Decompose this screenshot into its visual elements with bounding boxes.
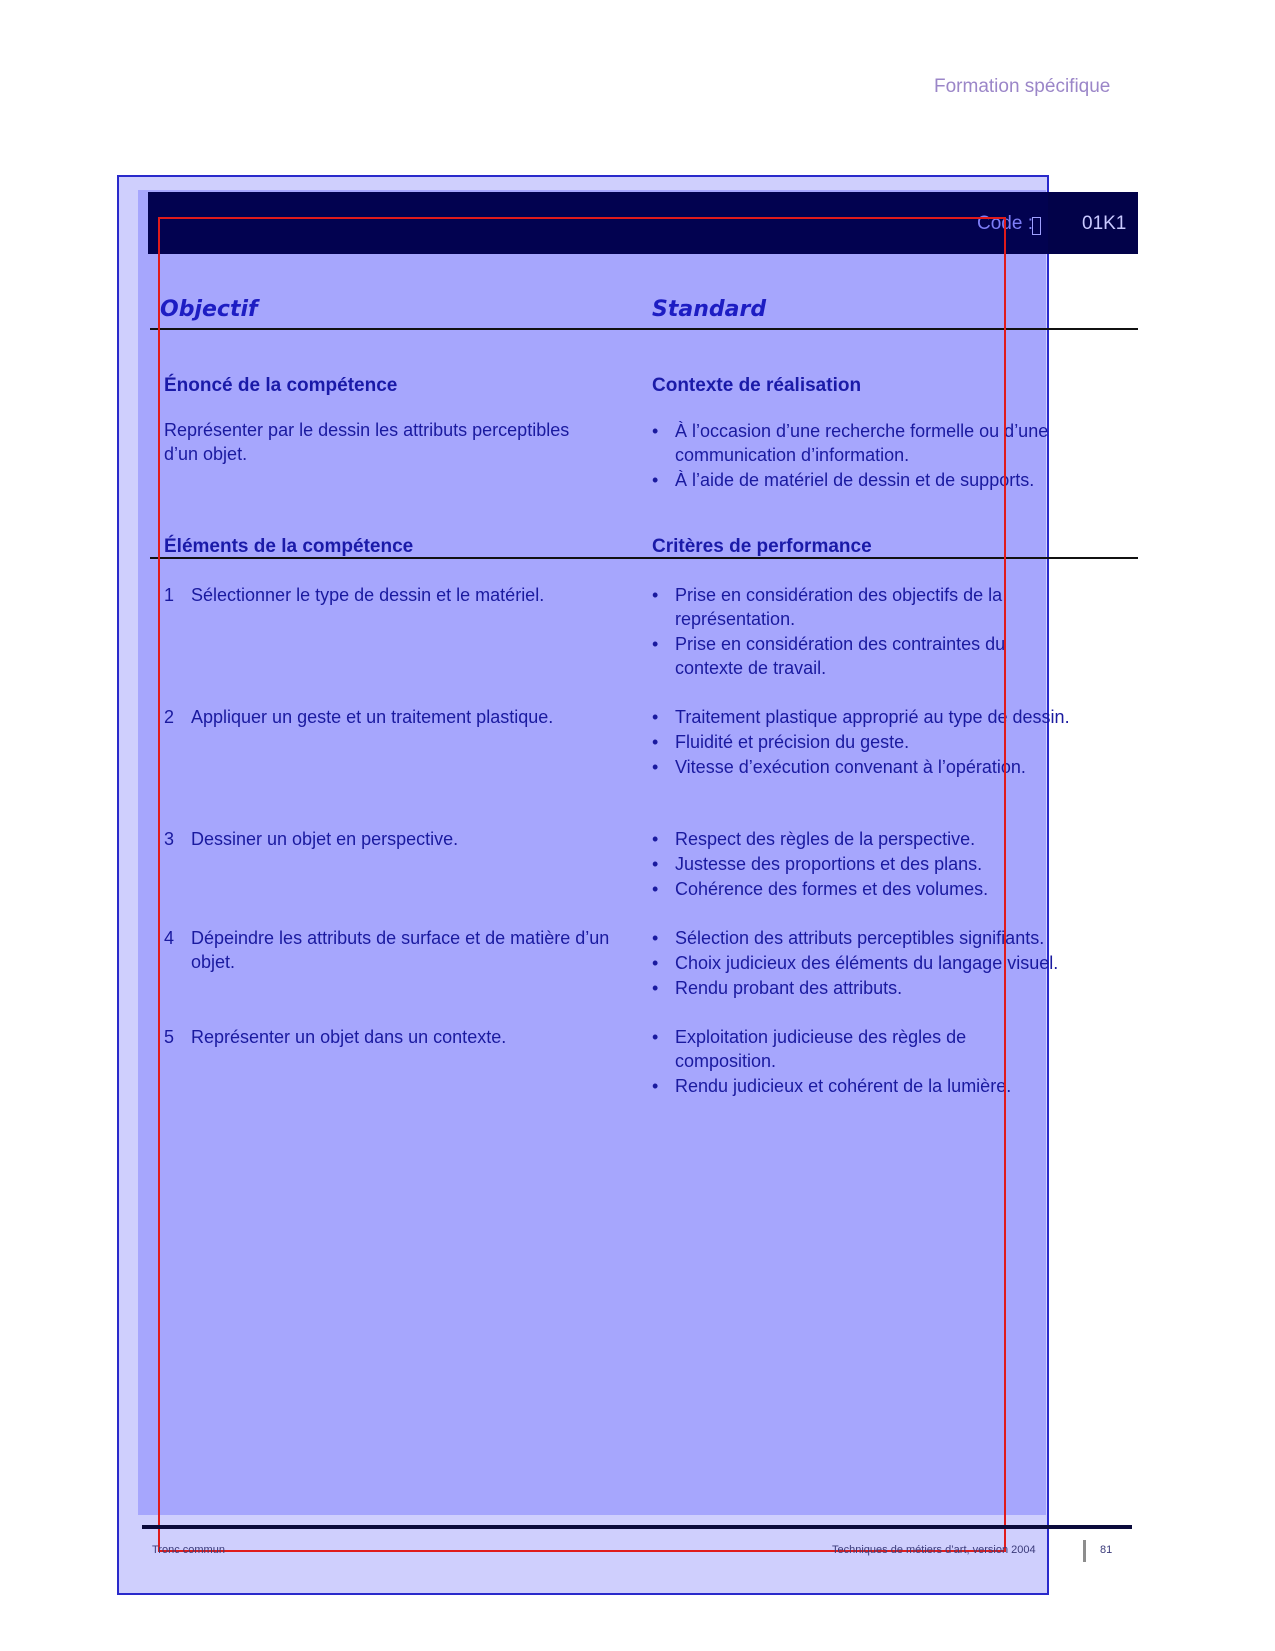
footer-left-text: Tronc commun bbox=[152, 1544, 225, 1556]
list-item: • À l’occasion d’une recherche formelle ou d’une communication d’information. bbox=[652, 419, 1112, 467]
list-item: • Traitement plastique approprié au type de dessin. bbox=[652, 705, 1092, 729]
code-separator-icon bbox=[1032, 217, 1041, 235]
element-text: Dépeindre les attributs de surface et de matière d’un objet. bbox=[191, 928, 610, 972]
standard-title: Standard bbox=[652, 297, 767, 322]
element-number: 5 bbox=[164, 1027, 175, 1047]
list-item: • Justesse des proportions et des plans. bbox=[652, 852, 1092, 876]
list-item: • Prise en considération des contraintes du contexte de travail. bbox=[652, 632, 1062, 680]
list-item: • Vitesse d’exécution convenant à l’opération. bbox=[652, 755, 1092, 779]
list-item: • Prise en considération des objectifs de la représentation. bbox=[652, 583, 1062, 631]
list-item: • Cohérence des formes et des volumes. bbox=[652, 877, 1092, 901]
list-item: • Rendu judicieux et cohérent de la lumière. bbox=[652, 1074, 1052, 1098]
elements-heading: Éléments de la compétence bbox=[164, 536, 414, 557]
list-item: • Exploitation judicieuse des règles de composition. bbox=[652, 1025, 1052, 1073]
element-text: Dessiner un objet en perspective. bbox=[191, 829, 459, 849]
element-text: Représenter un objet dans un contexte. bbox=[191, 1027, 507, 1047]
list-item: • Rendu probant des attributs. bbox=[652, 976, 1122, 1000]
element-text: Sélectionner le type de dessin et le matériel. bbox=[191, 585, 545, 605]
element-number: 4 bbox=[164, 928, 175, 948]
code-value: 01K1 bbox=[1082, 213, 1127, 234]
code-label: Code : bbox=[977, 213, 1033, 234]
list-item: • Sélection des attributs perceptibles signifiants. bbox=[652, 926, 1122, 950]
list-item: • Respect des règles de la perspective. bbox=[652, 827, 1092, 851]
competence-heading: Énoncé de la compétence bbox=[164, 375, 398, 396]
objective-title: Objectif bbox=[160, 297, 258, 322]
element-text: Appliquer un geste et un traitement plastique. bbox=[191, 707, 554, 727]
element-number: 3 bbox=[164, 829, 175, 849]
footer-divider bbox=[142, 1525, 1132, 1529]
section-label: Formation spécifique bbox=[934, 76, 1111, 97]
highlight-frame bbox=[158, 217, 1006, 1552]
element-number: 2 bbox=[164, 707, 175, 727]
page-number: 81 bbox=[1100, 1544, 1113, 1556]
list-item: • Fluidité et précision du geste. bbox=[652, 730, 1092, 754]
context-heading: Contexte de réalisation bbox=[652, 375, 862, 396]
list-item: • À l’aide de matériel de dessin et de supports. bbox=[652, 468, 1112, 492]
footer-right-text: Techniques de métiers d’art, version 2004 bbox=[832, 1544, 1036, 1556]
list-item: • Choix judicieux des éléments du langage visuel. bbox=[652, 951, 1122, 975]
competence-text: Représenter par le dessin les attributs perceptibles d’un objet. bbox=[164, 420, 570, 464]
criteria-heading: Critères de performance bbox=[652, 536, 872, 557]
footer-separator bbox=[1083, 1540, 1086, 1562]
element-number: 1 bbox=[164, 585, 175, 605]
